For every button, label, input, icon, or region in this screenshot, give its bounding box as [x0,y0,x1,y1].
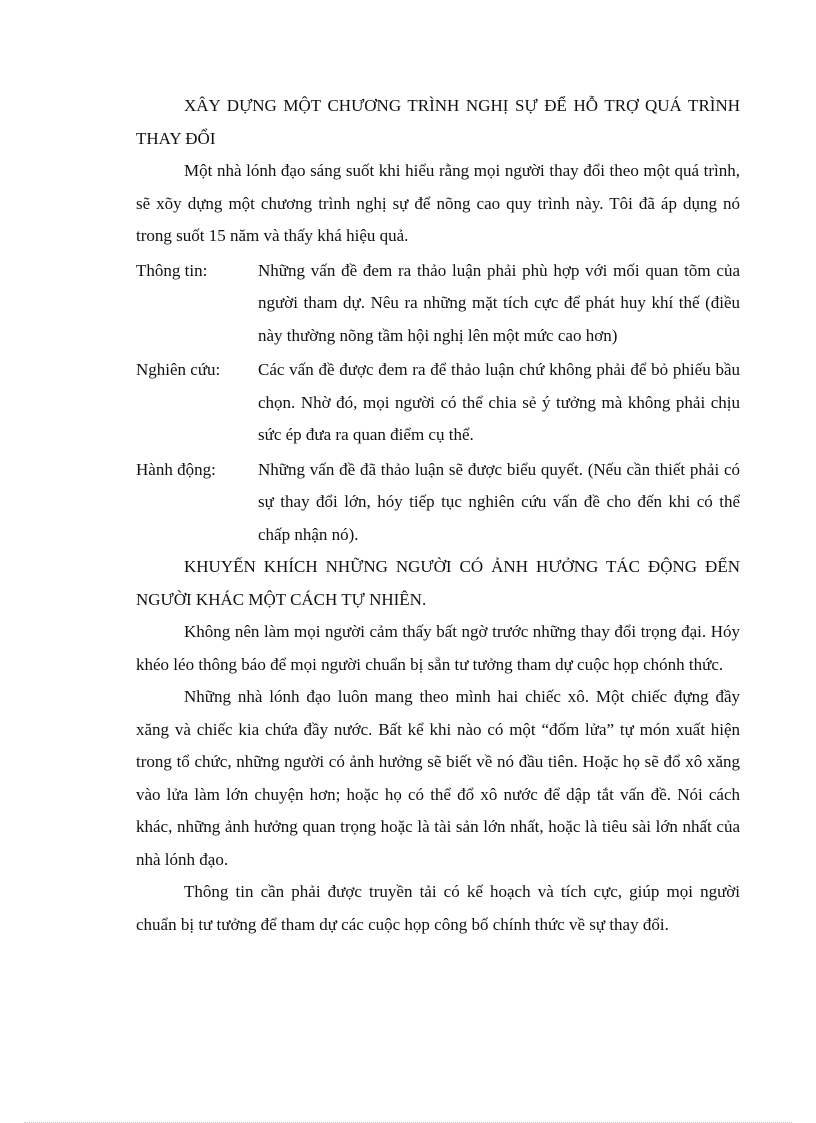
definition-term: Thông tin: [136,260,208,280]
definition-row-research [136,354,740,452]
document-body [136,90,740,941]
body-paragraph: Những nhà lónh đạo luôn mang theo mình hai chiếc xô. Một chiếc đựng đầy xăng và chiếc kia chứa đầy nước. Bất kể khi nào có một “đốm lửa” tự món xuất hiện trong tổ chức, những người có ảnh hưởng sẽ biết về nó đầu tiên. Hoặc họ sẽ đổ xô xăng vào lửa làm lớn chuyện hơn; hoặc họ có thể đổ xô nước để dập tắt vấn đề. Nói cách khác, những ảnh hưởng quan trọng hoặc là tài sản lớn nhất, hoặc là tiêu sài lớn nhất của nhà lónh đạo. [136,687,740,869]
definition-term: Nghiên cứu: [136,360,221,379]
section-heading-influencers: KHUYẾN KHÍCH NHỮNG NGƯỜI CÓ ẢNH HƯỞNG TÁC ĐỘNG ĐẾN NGƯỜI KHÁC MỘT CÁCH TỰ NHIÊN. [136,557,740,609]
definition-row-info [136,255,740,353]
section-heading-agenda: XÂY DỰNG MỘT CHƯƠNG TRÌNH NGHỊ SỰ ĐỂ HỖ TRỢ QUÁ TRÌNH THAY ĐỔI [136,96,740,148]
definition-text: Các vấn đề được đem ra để thảo luận chứ không phải để bỏ phiếu bầu chọn. Nhờ đó, mọi người có thể chia sẻ ý tưởng mà không phải chịu sức ép đưa ra quan điểm cụ thể. [258,360,740,444]
intro-paragraph: Một nhà lónh đạo sáng suốt khi hiểu rằng mọi người thay đổi theo một quá trình, sẽ xõy dựng một chương trình nghị sự để nõng cao quy trình này. Tôi đã áp dụng nó trong suốt 15 năm và thấy khá hiệu quả. [136,161,740,245]
definition-row-action [136,454,740,552]
definition-text: Những vấn đề đem ra thảo luận phải phù hợp với mối quan tõm của người tham dự. Nêu ra những mặt tích cực để phát huy khí thế (điều này thường nõng tầm hội nghị lên một mức cao hơn) [258,260,740,345]
body-paragraph: Không nên làm mọi người cảm thấy bất ngờ trước những thay đổi trọng đại. Hóy khéo léo thông báo để mọi người chuẩn bị sẵn tư tưởng tham dự cuộc họp chónh thức. [136,622,740,674]
definition-text: Những vấn đề đã thảo luận sẽ được biểu quyết. (Nếu cần thiết phải có sự thay đổi lớn, hóy tiếp tục nghiên cứu vấn đề cho đến khi có thể chấp nhận nó). [258,459,740,544]
body-paragraph: Thông tin cần phải được truyền tải có kế hoạch và tích cực, giúp mọi người chuẩn bị tư tưởng để tham dự các cuộc họp công bố chính thức về sự thay đổi. [136,882,740,934]
definition-term: Hành động: [136,459,216,479]
